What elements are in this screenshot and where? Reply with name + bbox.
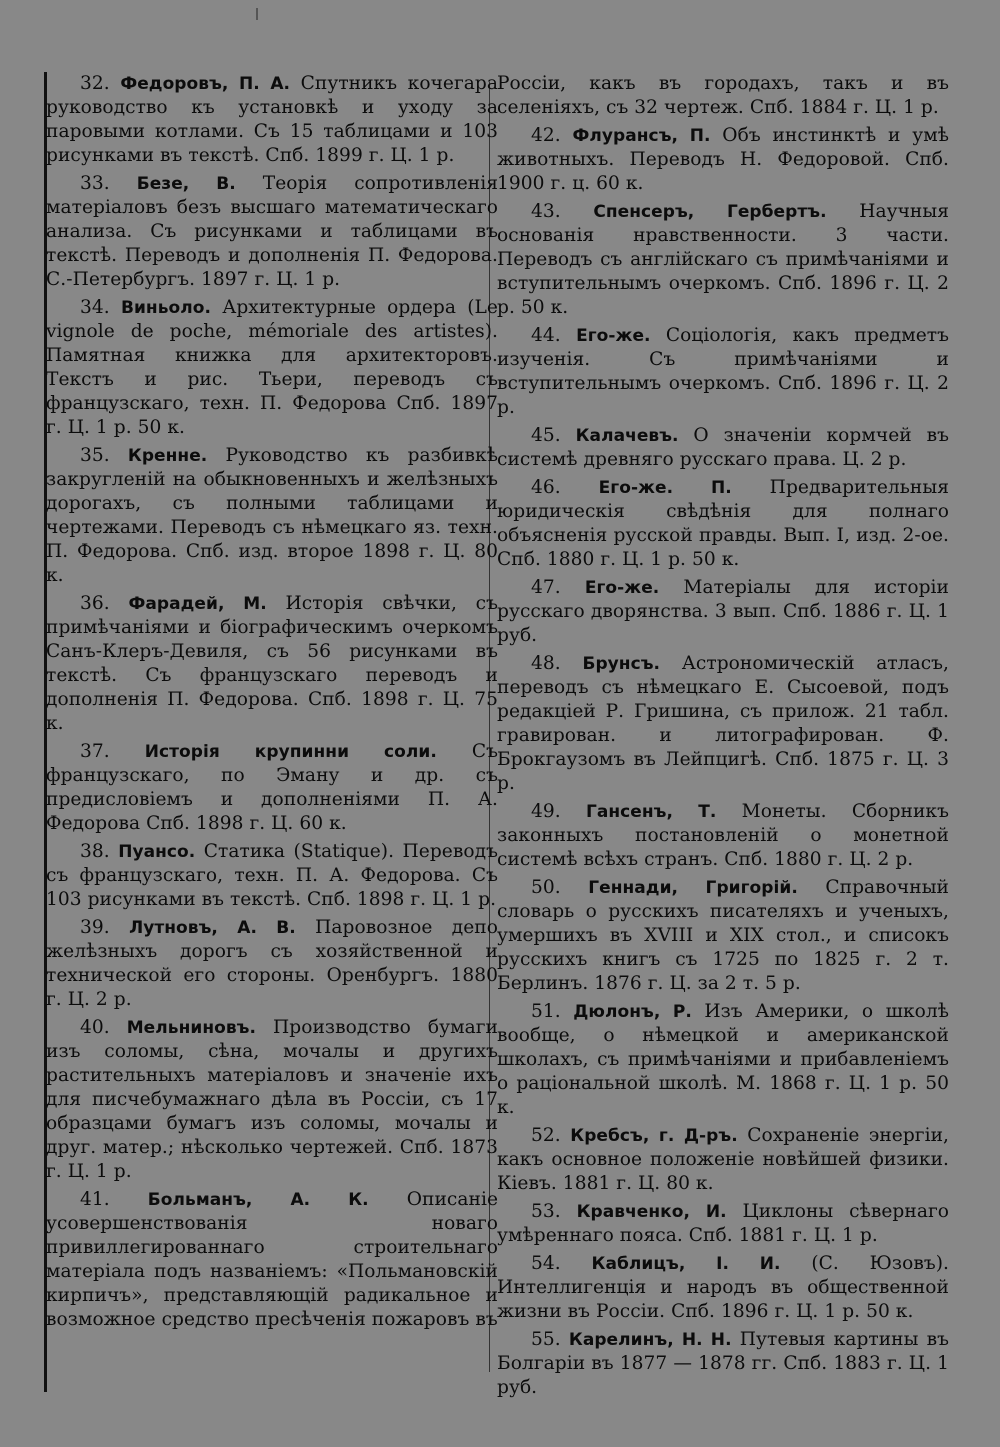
entry-number: 42. [531,125,561,146]
entry-author: Безе, В. [136,174,236,194]
margin-mark [256,8,258,20]
entry-text: Исторія свѣчки, съ примѣчаніями и біографическимъ очеркомъ Санъ-Клеръ-Девиля, съ 56 рисунками въ текстѣ. Съ французскаго переводъ и дополненія П. Федорова. Спб. 1898 г. Ц. 75 к. [46,593,498,734]
entry-author: Флурансъ, П. [572,126,711,146]
catalog-entry [46,72,498,168]
entry-text: Изъ Америки, о школѣ вообще, о нѣмецкой и американской школахъ, съ примѣчаніями и прибавленіемъ о раціональной школѣ. М. 1868 г. Ц. 1 р. 50 к. [497,1001,949,1118]
entry-number: 35. [80,445,110,466]
entry-number: 34. [80,297,110,318]
catalog-entry [497,200,949,320]
entry-text: Съ французскаго, по Эману и др. съ предисловіемъ и дополненіями П. А. Федорова Спб. 1898 г. Ц. 60 к. [46,741,498,834]
entry-author: Дюлонъ, Р. [573,1002,692,1022]
entry-text: Монеты. Сборникъ законныхъ постановленій о монетной системѣ всѣхъ странъ. Спб. 1880 г. Ц. 2 р. [497,801,949,870]
entry-text: Сохраненіе энергіи, какъ основное положеніе новѣйшей физики. Кіевъ. 1881 г. Ц. 80 к. [497,1125,949,1194]
entry-number: 38. [80,841,110,862]
entry-text: Астрономическій атласъ, переводъ съ нѣмецкаго Е. Сысоевой, подъ редакціей Р. Гришина, съ прилож. 21 табл. гравирован. и литографирован. Ф. Брокгаузомъ въ Лейпцигѣ. Спб. 1875 г. Ц. 3 р. [497,653,950,794]
catalog-entry [497,576,949,648]
entry-author: Мельниновъ. [126,1018,256,1038]
entry-text: Производство бумаги изъ соломы, сѣна, мочалы и другихъ растительныхъ матеріаловъ и значеніе ихъ для писчебумажнаго дѣла въ Россіи, съ 17 образцами бумагъ изъ соломы, мочалы и друг. матер.; нѣсколько чертежей. Спб. 1873 г. Ц. 1 р. [46,1017,498,1182]
catalog-entry [497,476,949,572]
entry-author: Кравченко, И. [576,1202,727,1222]
entry-number: 45. [531,425,561,446]
left-column [46,72,498,1336]
entry-text: Научныя основанія нравственности. 3 части. Переводъ съ англійскаго съ примѣчаніями и вступительнымъ очеркомъ. Спб. 1896 г. Ц. 2 р. 50 к. [497,201,949,318]
catalog-entry [497,1252,949,1324]
catalog-entry [497,652,949,796]
entry-author: Федоровъ, П. А. [120,74,291,94]
entry-number: 46. [531,477,561,498]
entry-text: Теорія сопротивленія матеріаловъ безъ высшаго математическаго анализа. Съ рисунками и таблицами въ текстѣ. Переводъ и дополненія П. Федорова. С.-Петербургъ. 1897 г. Ц. 1 р. [46,173,498,290]
entry-number: 40. [80,1017,110,1038]
entry-number: 47. [531,577,561,598]
entry-number: 44. [531,325,561,346]
entry-number: 33. [80,173,110,194]
entry-author: Его-же. П. [598,478,732,498]
entry-number: 32. [80,73,110,94]
right-column [497,72,949,1404]
catalog-entry [497,124,949,196]
entry-text: Паровозное депо желѣзныхъ дорогъ съ хозяйственной и технической его стороны. Оренбургъ. 1880 г. Ц. 2 р. [46,917,498,1010]
catalog-entry [46,592,498,736]
entry-text: (С. Юзовъ). Интеллигенція и народъ въ общественной жизни въ Россіи. Спб. 1896 г. Ц. 1 р. 50 к. [497,1253,949,1322]
entry-text: Циклоны сѣвернаго умѣреннаго пояса. Спб. 1881 г. Ц. 1 р. [497,1201,949,1246]
entry-text: Спутникъ кочегара руководство къ установкѣ и уходу за паровыми котлами. Съ 15 таблицами и 103 рисунками въ текстѣ. Спб. 1899 г. Ц. 1 р. [46,73,499,166]
entry-number: 43. [531,201,561,222]
entry-number: 54. [531,1253,561,1274]
entry-author: Кребсъ, г. Д-ръ. [570,1126,738,1146]
entry-author: Больманъ, А. К. [147,1190,369,1210]
entry-author: Его-же. [576,326,651,346]
entry-text: Предварительныя юридическія свѣдѣнія для полнаго объясненія русской правды. Вып. I, изд. 2-ое. Спб. 1880 г. Ц. 1 р. 50 к. [497,477,949,570]
entry-author: Лутновъ, А. В. [129,918,296,938]
entry-text: Руководство къ разбивкѣ закругленій на обыкновенныхъ и желѣзныхъ дорогахъ, съ полными таблицами и чертежами. Переводъ съ нѣмецкаго яз. техн. П. Федорова. Спб. изд. второе 1898 г. Ц. 80 к. [46,445,498,586]
entry-text: Описаніе усовершенствованія новаго привиллегированнаго строительнаго матеріала подъ названіемъ: «Польмановскій кирпичъ», представляющій радикальное и возможное средство пресѣченія пожаровъ въ [46,1189,498,1330]
catalog-entry [46,1188,498,1332]
entry-number: 39. [80,917,110,938]
entry-number: 55. [531,1329,561,1350]
entry-number: 51. [531,1001,561,1022]
catalog-entry [497,1124,949,1196]
entry-number: 49. [531,801,561,822]
catalog-entry [497,1200,949,1248]
entry-number: 48. [531,653,561,674]
entry-author: Калачевъ. [575,426,679,446]
catalog-entry [46,172,498,292]
catalog-entry [497,800,949,872]
entry-author: Пуансо. [118,842,196,862]
entry-text: Статика (Statique). Переводъ съ французскаго, техн. П. А. Федорова. Съ 103 рисунками въ текстѣ. Спб. 1898 г. Ц. 1 р. [46,841,498,910]
entry-author: Геннади, Григорій. [588,878,798,898]
catalog-entry [46,1016,498,1184]
entry-number: 53. [531,1201,561,1222]
catalog-entry [497,1000,949,1120]
catalog-entry [46,916,498,1012]
entry-text: Архитектурные ордера (Le vignole de poche, mémoriale des artistes). Памятная книжка для архитекторовъ. Текстъ и рис. Тьери, переводъ съ французскаго, техн. П. Федорова Спб. 1897 г. Ц. 1 р. 50 к. [46,297,498,438]
catalog-entry [497,424,949,472]
catalog-entry [46,296,498,440]
catalog-entry [46,840,498,912]
catalog-entry [497,324,949,420]
entry-number: 50. [531,877,561,898]
entry-author: Спенсеръ, Гербертъ. [593,202,827,222]
catalog-entry [46,444,498,588]
catalog-entry [497,1328,949,1400]
entry-author: Его-же. [584,578,660,598]
entry-author: Кренне. [127,446,208,466]
entry-text: Россіи, какъ въ городахъ, такъ и въ селеніяхъ, съ 32 чертеж. Спб. 1884 г. Ц. 1 р. [497,73,949,118]
catalog-entry [46,740,498,836]
entry-author: Каблицъ, І. И. [591,1254,781,1274]
entry-number: 52. [531,1125,561,1146]
entry-number: 37. [80,741,110,762]
entry-author: Гансенъ, Т. [585,802,717,822]
entry-author: Карелинъ, Н. Н. [568,1330,732,1350]
entry-author: Брунсъ. [582,654,661,674]
entry-author: Фарадей, М. [128,594,267,614]
entry-author: Виньоло. [120,298,211,318]
entry-text: Соціологія, какъ предметъ изученія. Съ примѣчаніями и вступительнымъ очеркомъ. Спб. 1896 г. Ц. 2 р. [497,325,949,418]
catalog-entry [497,876,949,996]
catalog-entry [497,72,949,120]
entry-text: Объ инстинктѣ и умѣ животныхъ. Переводъ Н. Федоровой. Спб. 1900 г. ц. 60 к. [497,125,949,194]
entry-number: 36. [80,593,110,614]
entry-number: 41. [80,1189,110,1210]
entry-text: О значеніи кормчей въ системѣ древняго русскаго права. Ц. 2 р. [497,425,949,470]
entry-author: Исторія крупинни соли. [144,742,437,762]
entry-text: Справочный словарь о русскихъ писателяхъ и ученыхъ, умершихъ въ XVIII и XIX стол., и списокъ русскихъ книгъ съ 1725 по 1825 г. 2 т. Берлинъ. 1876 г. Ц. за 2 т. 5 р. [497,877,949,994]
entry-text: Путевыя картины въ Болгаріи въ 1877 — 1878 гг. Спб. 1883 г. Ц. 1 руб. [497,1329,950,1398]
entry-text: Матеріалы для исторіи русскаго дворянства. 3 вып. Спб. 1886 г. Ц. 1 руб. [497,577,949,646]
